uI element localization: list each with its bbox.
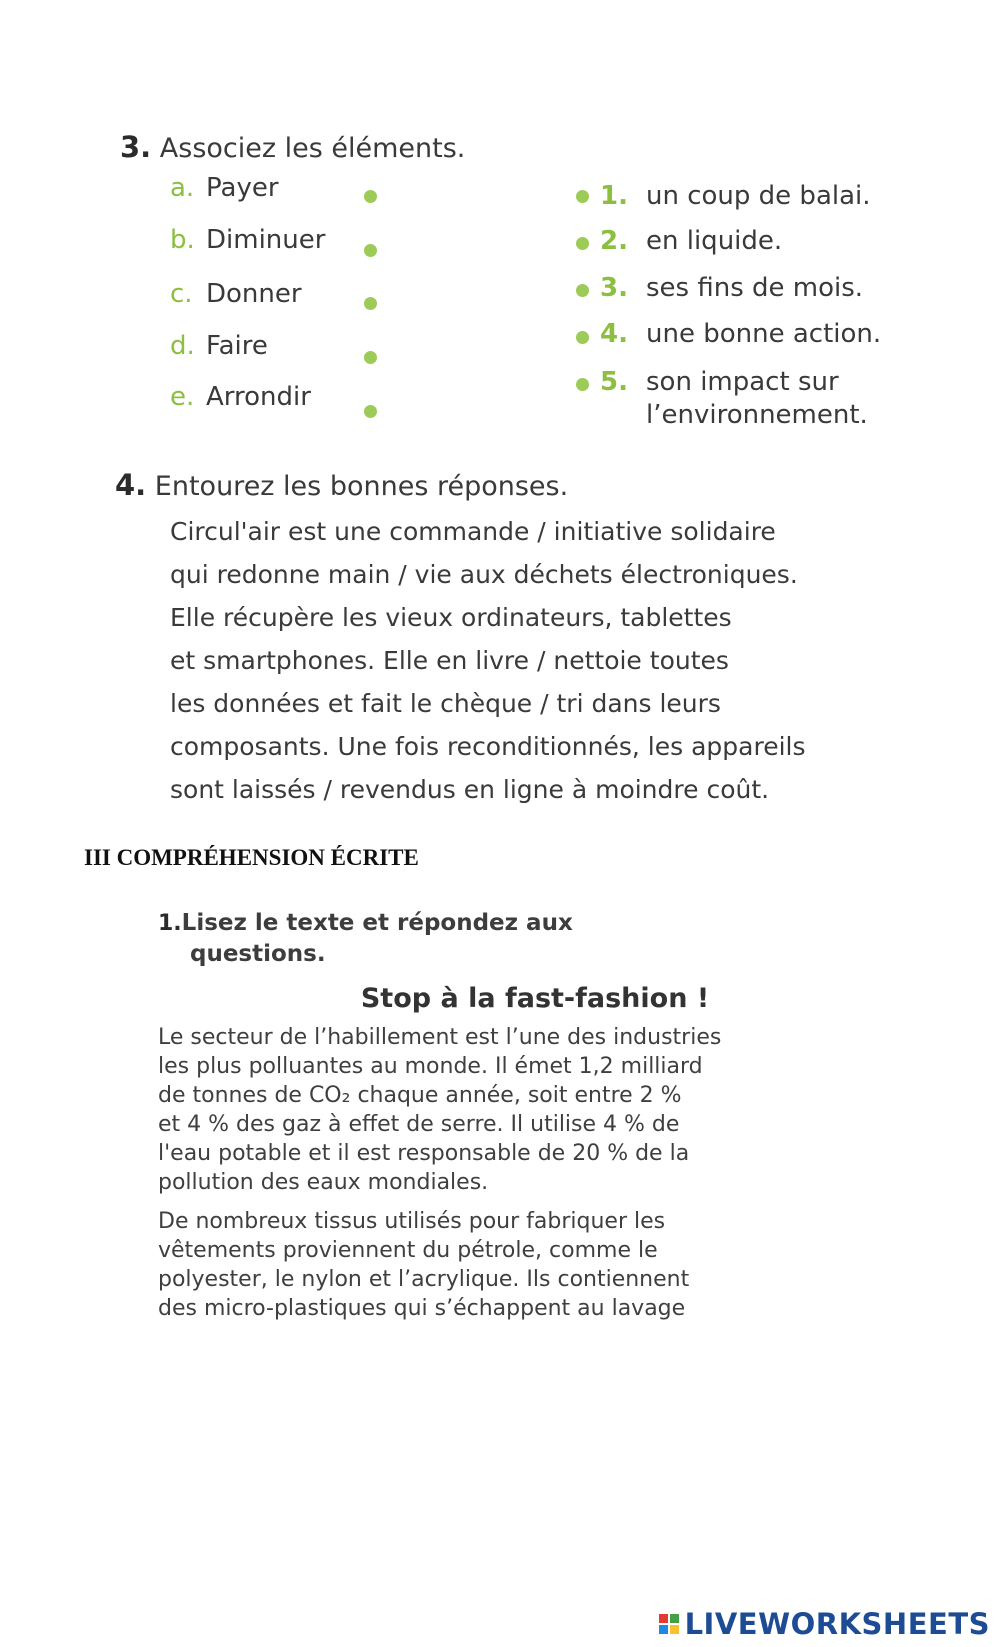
text-line: les données et fait le chèque / tri dans leurs (170, 689, 721, 718)
instruction-line: Lisez le texte et répondez aux (181, 910, 573, 936)
exercise-4-number: 4. (115, 468, 147, 502)
text-line: De nombreux tissus utilisés pour fabriquer les (158, 1209, 666, 1234)
text-line: de tonnes de CO₂ chaque année, soit entre 2 % (158, 1083, 682, 1108)
match-right-item-5 (600, 366, 868, 432)
match-left-item-e (170, 382, 311, 412)
instruction-line: questions. (190, 941, 326, 967)
brand-name: LIVEWORKSHEETS (684, 1607, 990, 1641)
exercise-4-text (170, 510, 806, 811)
match-dot-right-5[interactable] (576, 378, 589, 391)
text-line: les plus polluantes au monde. Il émet 1,2 milliard (158, 1054, 703, 1079)
match-dot-right-1[interactable] (576, 190, 589, 203)
text-line: des micro-plastiques qui s’échappent au lavage (158, 1296, 686, 1321)
match-text-continued: l’environnement. (646, 400, 868, 430)
exercise-4-heading (115, 468, 568, 502)
match-number: 3. (600, 273, 628, 303)
reading-instruction (158, 908, 573, 969)
article-paragraph-1 (158, 1023, 721, 1197)
match-text: en liquide. (646, 226, 783, 256)
text-line: Le secteur de l’habillement est l’une des industries (158, 1025, 722, 1050)
text-line: qui redonne main / vie aux déchets électroniques. (170, 560, 798, 589)
article-title: Stop à la fast-fashion ! (360, 983, 710, 1014)
match-right-item-4 (600, 318, 881, 351)
match-left-item-d (170, 331, 268, 361)
text-line: et smartphones. Elle en livre / nettoie toutes (170, 646, 729, 675)
match-text: Arrondir (206, 382, 311, 412)
match-number: 2. (600, 226, 628, 256)
match-left-item-c (170, 279, 302, 309)
text-line: et 4 % des gaz à effet de serre. Il utilise 4 % de (158, 1112, 680, 1137)
text-line: sont laissés / revendus en ligne à moindre coût. (170, 775, 770, 804)
match-text: une bonne action. (646, 319, 882, 349)
match-right-item-3 (600, 272, 863, 305)
match-right-item-2 (600, 225, 782, 258)
text-line: vêtements proviennent du pétrole, comme le (158, 1238, 658, 1263)
match-letter: c. (170, 279, 193, 309)
match-text: ses fins de mois. (646, 273, 864, 303)
match-text: Donner (206, 279, 302, 309)
section-title: III COMPRÉHENSION ÉCRITE (84, 845, 419, 870)
match-left-item-b (170, 225, 325, 255)
exercise-4-title: Entourez les bonnes réponses. (154, 471, 569, 502)
match-number: 1. (600, 181, 628, 211)
match-letter: b. (170, 225, 195, 255)
match-dot-left-e[interactable] (364, 405, 377, 418)
logo-grid-icon (659, 1614, 679, 1634)
exercise-3-heading (120, 130, 465, 164)
match-dot-left-d[interactable] (364, 351, 377, 364)
match-text: un coup de balai. (646, 181, 871, 211)
match-dot-right-3[interactable] (576, 284, 589, 297)
reading-number: 1. (158, 911, 182, 936)
match-dot-left-a[interactable] (364, 190, 377, 203)
match-letter: a. (170, 173, 195, 203)
match-dot-left-c[interactable] (364, 297, 377, 310)
text-line: Circul'air est une commande / initiative solidaire (170, 517, 776, 546)
exercise-3-title: Associez les éléments. (159, 133, 466, 164)
match-text: Faire (206, 331, 268, 361)
match-text: Diminuer (206, 225, 326, 255)
text-line: polyester, le nylon et l’acrylique. Ils contiennent (158, 1267, 690, 1292)
match-dot-right-2[interactable] (576, 237, 589, 250)
text-line: composants. Une fois reconditionnés, les appareils (170, 732, 806, 761)
match-dot-right-4[interactable] (576, 331, 589, 344)
match-number: 5. (600, 367, 628, 397)
text-line: l'eau potable et il est responsable de 20 % de la (158, 1141, 690, 1166)
match-text: son impact sur (646, 367, 839, 397)
match-dot-left-b[interactable] (364, 244, 377, 257)
text-line: Elle récupère les vieux ordinateurs, tablettes (170, 603, 732, 632)
article-paragraph-2 (158, 1207, 689, 1323)
match-left-item-a (170, 173, 279, 203)
match-text: Payer (206, 173, 279, 203)
match-right-item-1 (600, 180, 871, 213)
match-number: 4. (600, 319, 628, 349)
match-letter: d. (170, 331, 195, 361)
text-line: pollution des eaux mondiales. (158, 1170, 489, 1195)
liveworksheets-logo (659, 1607, 990, 1641)
exercise-3-number: 3. (120, 130, 152, 164)
match-letter: e. (170, 382, 195, 412)
